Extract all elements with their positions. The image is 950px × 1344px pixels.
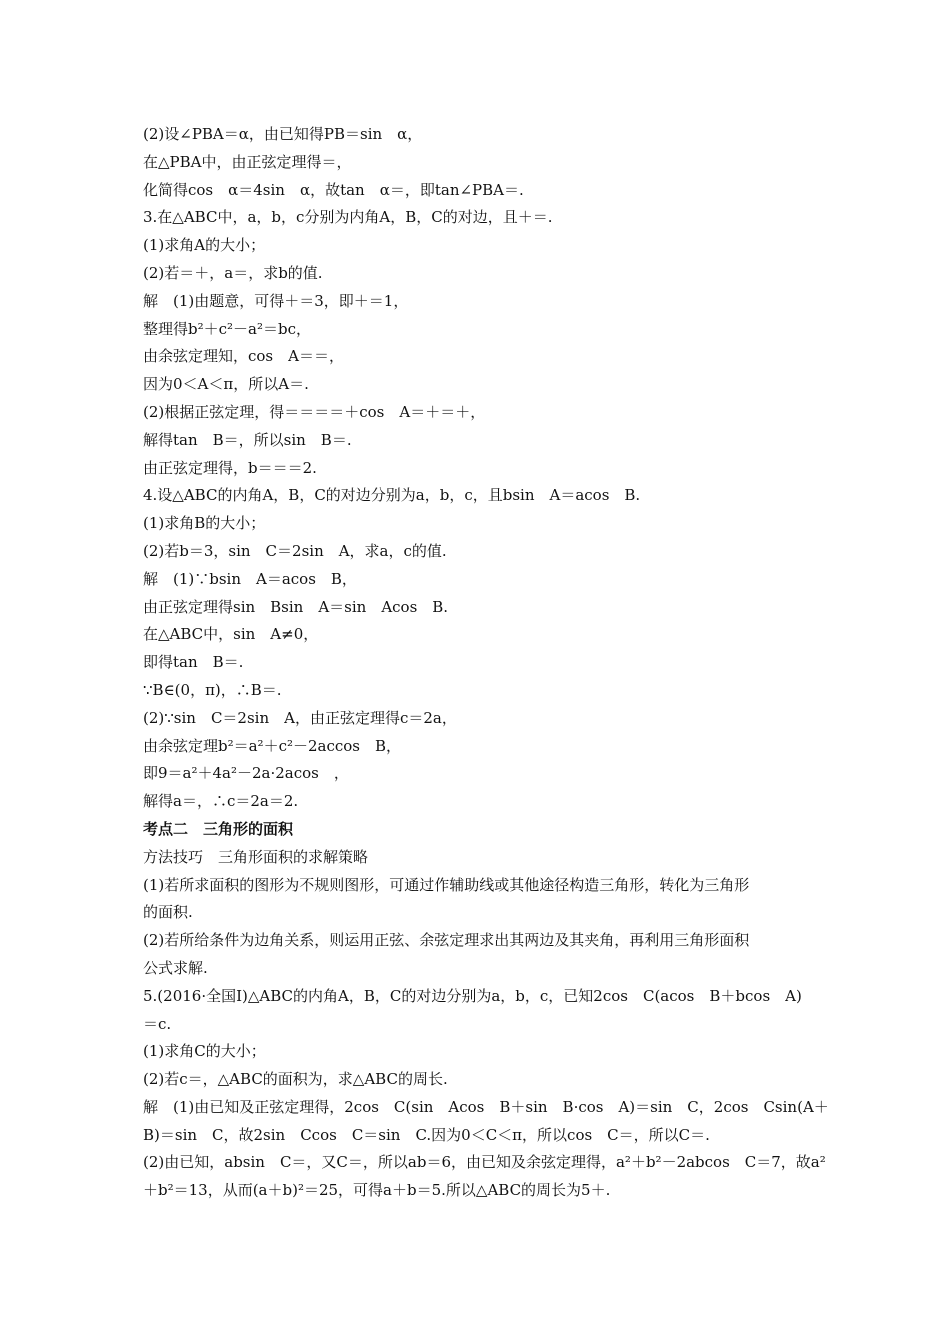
text-line: 由正弦定理得sin Bsin A＝sin Acos B.	[143, 597, 449, 616]
text-line: (1)求角B的大小；	[143, 514, 266, 533]
text-line: (2)∵sin C＝2sin A，由正弦定理得c＝2a，	[143, 708, 457, 727]
problem-5-statement: 5.(2016·全国Ⅰ)△ABC的内角A，B，C的对边分别为a，b，c，已知2cos C(acos B＋bcos A)	[143, 986, 802, 1005]
text-line: 公式求解.	[143, 958, 208, 977]
text-line: (2)若＝＋，a＝，求b的值.	[143, 263, 323, 282]
text-line: (2)根据正弦定理，得＝＝＝＝＋cos A＝＋＝＋，	[143, 402, 486, 421]
text-line: 解得a＝，∴c＝2a＝2.	[143, 792, 299, 811]
text-line: B)＝sin C，故2sin Ccos C＝sin C.因为0＜C＜π，所以cos C＝，所以C＝.	[143, 1125, 710, 1144]
text-line: (2)若c＝，△ABC的面积为，求△ABC的周长.	[143, 1070, 448, 1089]
text-line: 的面积.	[143, 903, 193, 922]
text-line: (1)求角A的大小；	[143, 236, 266, 255]
solution-line: 解 (1)由已知及正弦定理得，2cos C(sin Acos B＋sin B·cos A)＝sin C，2cos Csin(A＋	[143, 1097, 829, 1116]
text-line: ∵B∈(0，π)，∴B＝.	[143, 680, 282, 699]
text-line: (1)若所求面积的图形为不规则图形，可通过作辅助线或其他途径构造三角形，转化为三角形	[143, 875, 750, 894]
text-line: 即9＝a²＋4a²－2a·2acos ，	[143, 764, 349, 783]
text-line: (2)设∠PBA＝α，由已知得PB＝sin α，	[143, 125, 423, 143]
text-line: 解得tan B＝，所以sin B＝.	[143, 430, 352, 449]
text-line: 即得tan B＝.	[143, 653, 244, 672]
text-line: 因为0＜A＜π，所以A＝.	[143, 375, 309, 394]
problem-3-statement: 3.在△ABC中，a，b，c分别为内角A，B，C的对边，且＋＝.	[143, 208, 553, 227]
text-line: 由余弦定理知，cos A＝＝，	[143, 347, 344, 366]
text-line: (2)若所给条件为边角关系，则运用正弦、余弦定理求出其两边及其夹角，再利用三角形面积	[143, 931, 750, 950]
text-line: 在△PBA中，由正弦定理得＝，	[143, 152, 352, 171]
text-line: ＝c.	[143, 1014, 172, 1033]
text-line: (2)由已知，absin C＝，又C＝，所以ab＝6，由已知及余弦定理得，a²＋b²－2abcos C＝7，故a²	[143, 1153, 826, 1172]
text-line: 化简得cos α＝4sin α，故tan α＝，即tan∠PBA＝.	[143, 180, 524, 199]
solution-line: 解 (1)由题意，可得＋＝3，即＋＝1，	[143, 291, 409, 310]
text-line: 由余弦定理b²＝a²＋c²－2accos B，	[143, 736, 402, 755]
method-heading: 方法技巧 三角形面积的求解策略	[143, 847, 369, 866]
text-line: 由正弦定理得，b＝＝＝2.	[143, 458, 317, 477]
text-line: ＋b²＝13，从而(a＋b)²＝25，可得a＋b＝5.所以△ABC的周长为5＋.	[143, 1181, 611, 1200]
document-body	[143, 121, 829, 1205]
text-line: 整理得b²＋c²－a²＝bc，	[143, 319, 311, 338]
text-line: (1)求角C的大小；	[143, 1042, 266, 1061]
solution-line: 解 (1)∵bsin A＝acos B，	[143, 569, 357, 588]
section-heading: 考点二 三角形的面积	[143, 819, 294, 838]
problem-4-statement: 4.设△ABC的内角A，B，C的对边分别为a，b，c，且bsin A＝acos B.	[143, 486, 641, 505]
text-line: 在△ABC中，sin A≠0，	[143, 625, 319, 644]
text-line: (2)若b＝3，sin C＝2sin A，求a，c的值.	[143, 541, 447, 560]
